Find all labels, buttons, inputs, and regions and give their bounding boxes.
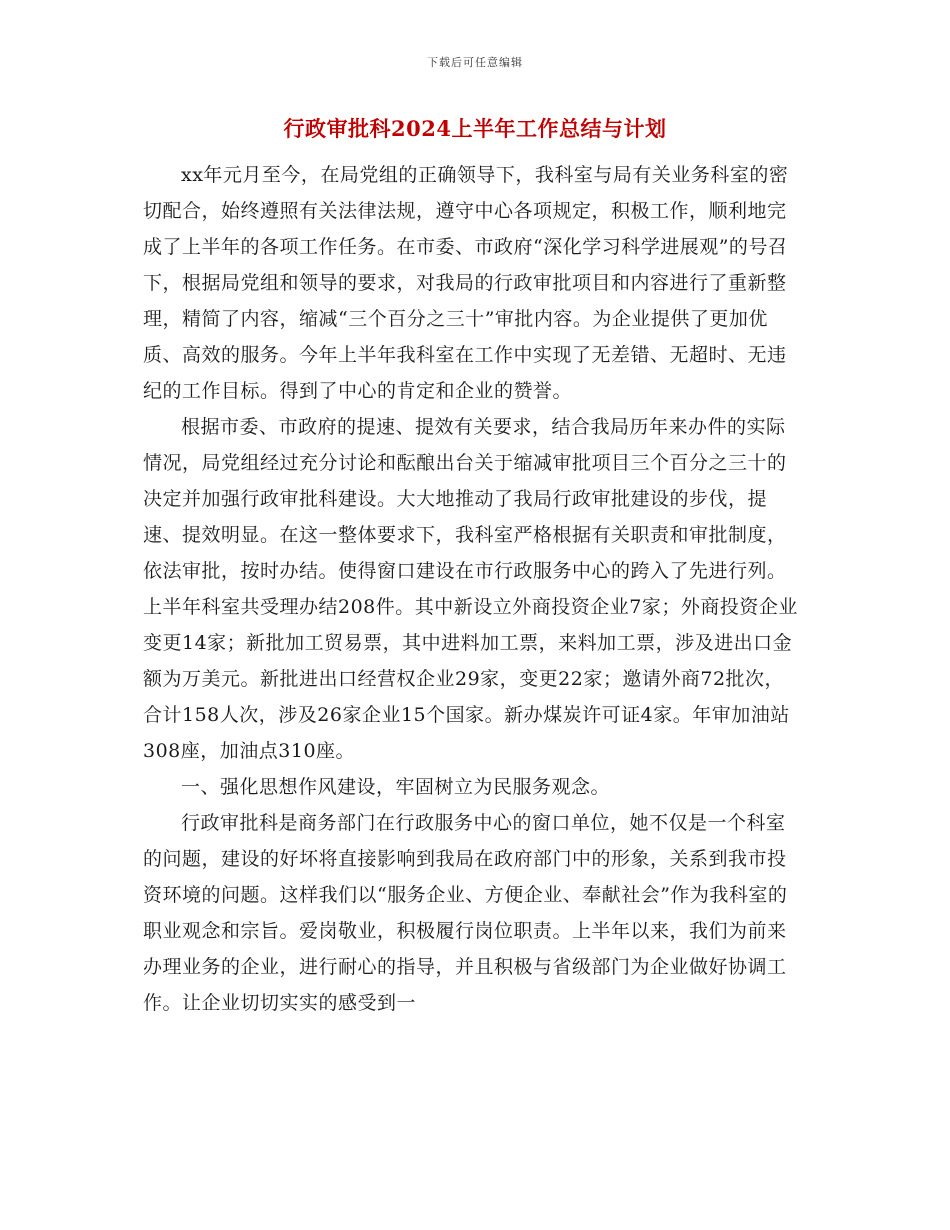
paragraph-service-concept: 行政审批科是商务部门在行政服务中心的窗口单位，她不仅是一个科室的问题，建设的好坏将直接影响到我局在政府部门中的形象，关系到我市投资环境的问题。这样我们以“服务企业、方便企业、奉献社会”作为我科室的职业观念和宗旨。爱岗敬业，积极履行岗位职责。上半年以来，我们为前来办理业务的企业，进行耐心的指导，并且积极与省级部门为企业做好协调工作。让企业切切实实的感受到一 (143, 812, 788, 1014)
document-body (143, 157, 803, 1021)
page-header: 下载后可任意编辑 (427, 56, 523, 69)
paragraph-work-summary: 根据市委、市政府的提速、提效有关要求，结合我局历年来办件的实际情况，局党组经过充分讨论和酝酿出台关于缩减审批项目三个百分之三十的决定并加强行政审批科建设。大大地推动了我局行政审批建设的步伐，提速、提效明显。在这一整体要求下，我科室严格根据有关职责和审批制度，依法审批，按时办结。使得窗口建设在市行政服务中心的跨入了先进行列。上半年科室共受理办结208件。其中新设立外商投资企业7家；外商投资企业变更14家；新批加工贸易票，其中进料加工票，来料加工票，涉及进出口金额为万美元。新批进出口经营权企业29家，变更22家；邀请外商72批次，合计158人次，涉及26家企业15个国家。新办煤炭许可证4家。年审加油站308座，加油点310座。 (143, 416, 798, 762)
document-title: 行政审批科2024上半年工作总结与计划 (283, 116, 667, 141)
paragraph-intro: xx年元月至今，在局党组的正确领导下，我科室与局有关业务科室的密切配合，始终遵照有关法律法规，遵守中心各项规定，积极工作，顺利地完成了上半年的各项工作任务。在市委、市政府“深化学习科学进展观”的号召下，根据局党组和领导的要求，对我局的行政审批项目和内容进行了重新整理，精简了内容，缩减“三个百分之三十”审批内容。为企业提供了更加优质、高效的服务。今年上半年我科室在工作中实现了无差错、无超时、无违纪的工作目标。得到了中心的肯定和企业的赞誉。 (143, 164, 789, 402)
section-heading-1: 一、强化思想作风建设，牢固树立为民服务观念。 (181, 776, 611, 798)
